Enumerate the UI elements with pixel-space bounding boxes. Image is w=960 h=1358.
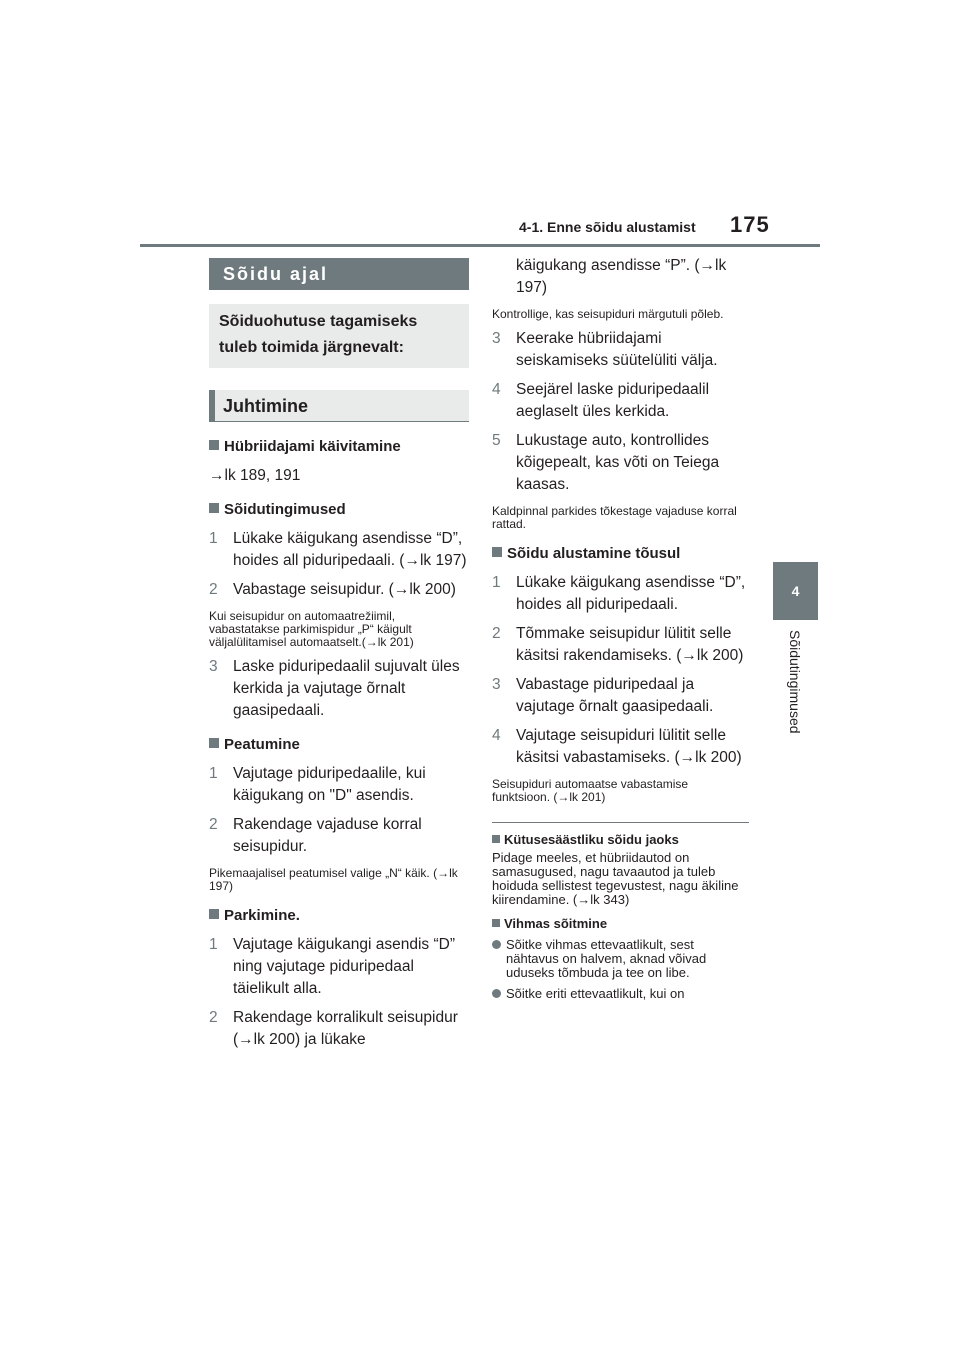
stopping-heading: Peatumine bbox=[209, 734, 469, 756]
list-item: 1 Lükake käigukang asendisse “D”, hoides all piduripedaali. bbox=[492, 574, 746, 613]
list-item: 3 Keerake hübriidajami seiskamiseks süütelüliti välja. bbox=[492, 330, 718, 369]
bullet-dot-icon bbox=[492, 989, 501, 998]
list-item: 4 Seejärel laske piduripedaalil aeglaselt üles kerkida. bbox=[492, 381, 710, 420]
square-bullet-icon bbox=[209, 738, 219, 748]
header-section-title: 4-1. Enne sõidu alustamist bbox=[519, 219, 696, 235]
parking-heading: Parkimine. bbox=[209, 905, 469, 927]
list-item: 4 Vajutage seisupiduri lülitit selle käsitsi vabastamiseks. (→lk 200) bbox=[492, 727, 742, 766]
header-divider bbox=[140, 244, 820, 247]
eco-driving-text: Pidage meeles, et hübriidautod on samasugused, nagu tavaautod ja tuleb hoiduda sellistest tegevustest, nagu äkiline kiirendamine. (→lk 343) bbox=[492, 850, 739, 907]
note: Seisupiduri automaatse vabastamise funktsioon. (→lk 201) bbox=[492, 777, 689, 804]
list-item-continued: käigukang asendisse “P”. (→lk 197) bbox=[516, 257, 727, 296]
list-item: 1 Vajutage piduripedaalile, kui käigukang on "D" asendis. bbox=[209, 765, 426, 804]
left-column bbox=[209, 258, 469, 1051]
chapter-number: 4 bbox=[791, 583, 800, 599]
square-bullet-icon bbox=[209, 503, 219, 513]
eco-driving-heading: Kütusesäästliku sõidu jaoks bbox=[492, 832, 749, 847]
note: Pikemaajalisel peatumisel valige „N“ käik. (→lk 197) bbox=[209, 866, 458, 893]
start-ref[interactable]: →lk 189, 191 bbox=[209, 467, 301, 484]
list-item: 1 Lükake käigukang asendisse “D”, hoides all piduripedaali. (→lk 197) bbox=[209, 530, 467, 569]
list-item: 3 Laske piduripedaalil sujuvalt üles kerkida ja vajutage õrnalt gaasipedaali. bbox=[209, 658, 460, 719]
subheading-driving: Juhtimine bbox=[209, 390, 469, 422]
list-item: 2 Tõmmake seisupidur lülitit selle käsitsi rakendamiseks. (→lk 200) bbox=[492, 625, 744, 664]
note: Kontrollige, kas seisupiduri märgutuli põleb. bbox=[492, 307, 724, 321]
list-item: 5 Lukustage auto, kontrollides kõigepealt, kas võti on Teiega kaasas. bbox=[492, 432, 720, 493]
list-item: 1 Vajutage käigukangi asendis “D” ning vajutage piduripedaal täielikult alla. bbox=[209, 936, 456, 997]
chapter-tab[interactable] bbox=[773, 562, 818, 620]
divider bbox=[492, 822, 749, 823]
bullet-dot-icon bbox=[492, 940, 501, 949]
square-bullet-icon bbox=[209, 440, 219, 450]
square-bullet-icon bbox=[492, 919, 500, 927]
rain-driving-heading: Vihmas sõitmine bbox=[492, 916, 749, 931]
start-heading: Hübriidajami käivitamine bbox=[209, 436, 469, 458]
list-item: 2 Vabastage seisupidur. (→lk 200) bbox=[209, 581, 456, 598]
square-bullet-icon bbox=[209, 909, 219, 919]
square-bullet-icon bbox=[492, 835, 500, 843]
list-item: Sõitke vihmas ettevaatlikult, sest nähtavus on halvem, aknad võivad uduseks tõmbuda ja tee on libe. bbox=[492, 938, 749, 980]
conditions-heading: Sõidutingimused bbox=[209, 499, 469, 521]
intro-box: Sõiduohutuse tagamiseks tuleb toimida järgnevalt: bbox=[209, 304, 469, 368]
list-item: 2 Rakendage korralikult seisupidur (→lk 200) ja lükake bbox=[209, 1009, 458, 1048]
chapter-label: Sõidutingimused bbox=[787, 630, 803, 734]
page-number: 175 bbox=[730, 212, 770, 237]
section-title: Sõidu ajal bbox=[209, 258, 469, 290]
hill-start-heading: Sõidu alustamine tõusul bbox=[492, 543, 749, 565]
list-item: 2 Rakendage vajaduse korral seisupidur. bbox=[209, 816, 422, 855]
note: Kaldpinnal parkides tõkestage vajaduse korral rattad. bbox=[492, 504, 737, 531]
list-item: Sõitke eriti ettevaatlikult, kui on bbox=[492, 987, 749, 1001]
list-item: 3 Vabastage piduripedaal ja vajutage õrnalt gaasipedaali. bbox=[492, 676, 714, 715]
note: Kui seisupidur on automaatrežiimil, vabastatakse parkimispidur „P“ käigult väljalülitamisel automaatselt.(→lk 201) bbox=[209, 609, 414, 649]
right-column bbox=[492, 255, 749, 1001]
square-bullet-icon bbox=[492, 547, 502, 557]
